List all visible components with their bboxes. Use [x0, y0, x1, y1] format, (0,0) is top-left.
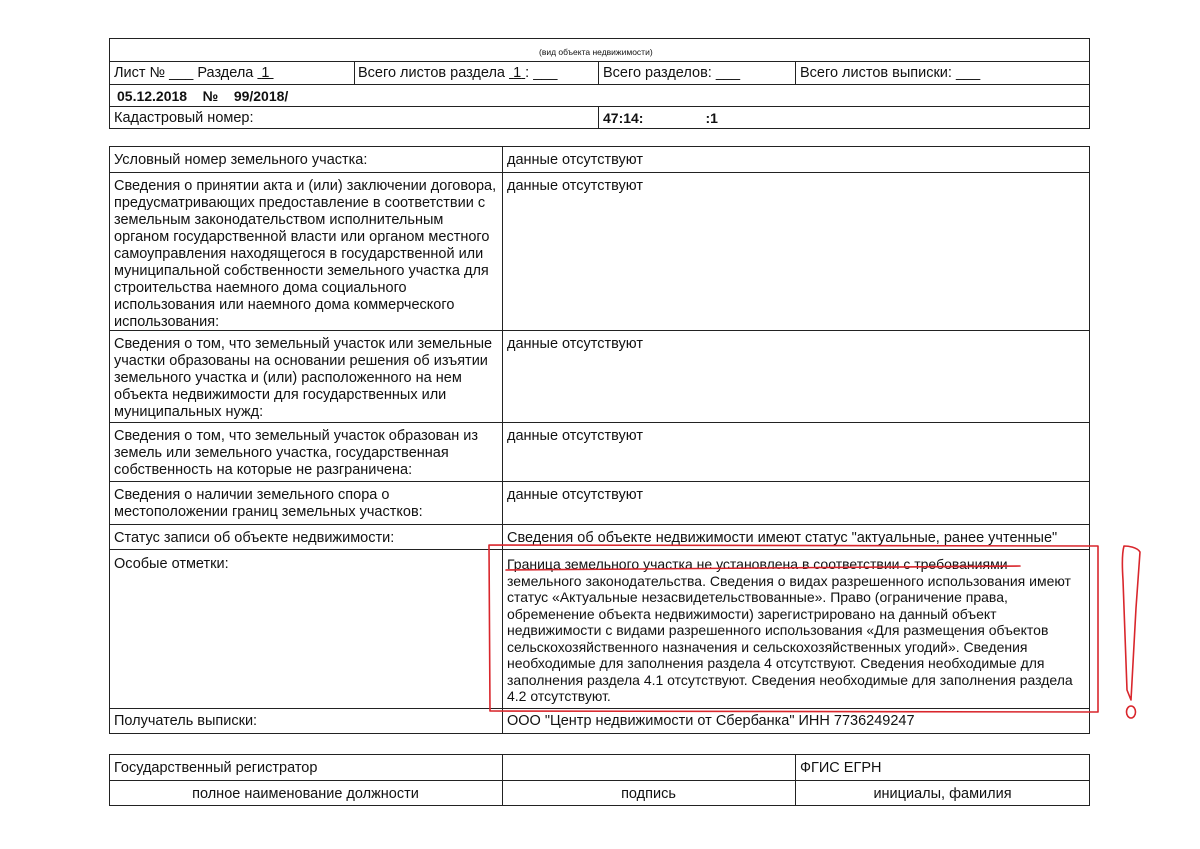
row-label-special-notes: Особые отметки:	[114, 556, 229, 572]
caption-position: полное наименование должности	[192, 786, 419, 802]
row-value-special-notes: Граница земельного участка не установлена в соответствии с требованиями земельного законодательства. Сведения о видах разрешенного использования имеют статус «Актуальные незасвидетельствованные». Право (ограничение права, обременение объекта недвижимости) зарегистрировано на данный объект недвижимости с видами разрешенного использования «Для размещения объектов сельскохозяйственного назначения и сельскохозяйственных угодий». Сведения необходимые для заполнения раздела 4 отсутствуют. Сведения необходимые для заполнения раздела 4.1 отсутствуют. Сведения необходимые для заполнения раздела 4.2 отсутствуют.	[507, 556, 1073, 704]
red-underline-mark	[506, 566, 1020, 570]
total-sections-value: ___	[715, 65, 741, 81]
section-label: Раздела	[197, 65, 254, 81]
row-label-undivided-land: Сведения о том, что земельный участок образован из земель или земельного участка, государственная собственность на которые не разграничена:	[114, 428, 479, 478]
total-sheets-section-suffix: :	[525, 65, 530, 81]
row-value-conditional-number: данные отсутствуют	[507, 152, 643, 168]
row-label-record-status: Статус записи об объекте недвижимости:	[114, 530, 395, 546]
extract-number: 99/2018/	[233, 88, 289, 104]
number-sign: №	[202, 88, 219, 104]
extract-date: 05.12.2018	[117, 88, 188, 104]
cadastral-right: :1	[705, 110, 718, 126]
row-value-land-dispute: данные отсутствуют	[507, 487, 643, 503]
row-value-recipient: ООО "Центр недвижимости от Сбербанка" ИНН 7736249247	[507, 713, 915, 729]
exclamation-mark-stroke	[1122, 546, 1140, 700]
row-label-act-contract: Сведения о принятии акта и (или) заключении договора, предусматривающих предоставление в соответствии с земельным законодательством исполнительным органом государственной власти или органом местного самоуправления находящегося в государственной или муниципальной собственности земельного участка для строительства наемного дома социального использования или наемного дома коммерческого использования:	[114, 178, 497, 330]
registrar-name: ФГИС ЕГРН	[800, 760, 882, 776]
exclamation-mark-dot	[1127, 706, 1136, 718]
row-value-record-status: Сведения об объекте недвижимости имеют статус "актуальные, ранее учтенные"	[507, 530, 1058, 546]
registrar-label: Государственный регистратор	[114, 760, 318, 776]
total-sheets-section-label: Всего листов раздела	[358, 65, 505, 81]
sheet-label: Лист №	[114, 65, 166, 81]
row-label-conditional-number: Условный номер земельного участка:	[114, 152, 368, 168]
total-sections-label: Всего разделов:	[603, 65, 712, 81]
cadastral-left: 47:14:	[603, 110, 644, 126]
total-sheets-extract-value: ___	[955, 65, 981, 81]
total-sheets-section-blank: ___	[533, 65, 558, 81]
row-label-land-dispute: Сведения о наличии земельного спора о местоположении границ земельных участков:	[114, 487, 423, 520]
row-value-act-contract: данные отсутствуют	[507, 178, 643, 194]
total-sheets-section-value: 1	[513, 65, 522, 81]
total-sheets-extract-label: Всего листов выписки:	[800, 65, 952, 81]
row-value-undivided-land: данные отсутствуют	[507, 428, 643, 444]
cadastral-label: Кадастровый номер:	[114, 110, 254, 126]
row-label-recipient: Получатель выписки:	[114, 713, 258, 729]
row-label-seizure: Сведения о том, что земельный участок или земельные участки образованы на основании решения об изъятии земельного участка и (или) расположенного на нем объекта недвижимости для государственных или муниципальных нужд:	[114, 336, 493, 420]
row-value-seizure: данные отсутствуют	[507, 336, 643, 352]
object-type-caption: (вид объекта недвижимости)	[539, 47, 653, 57]
caption-signature: подпись	[621, 786, 676, 802]
section-value: 1	[261, 65, 270, 81]
caption-initials: инициалы, фамилия	[873, 786, 1012, 802]
sheet-value: ___	[169, 65, 194, 81]
